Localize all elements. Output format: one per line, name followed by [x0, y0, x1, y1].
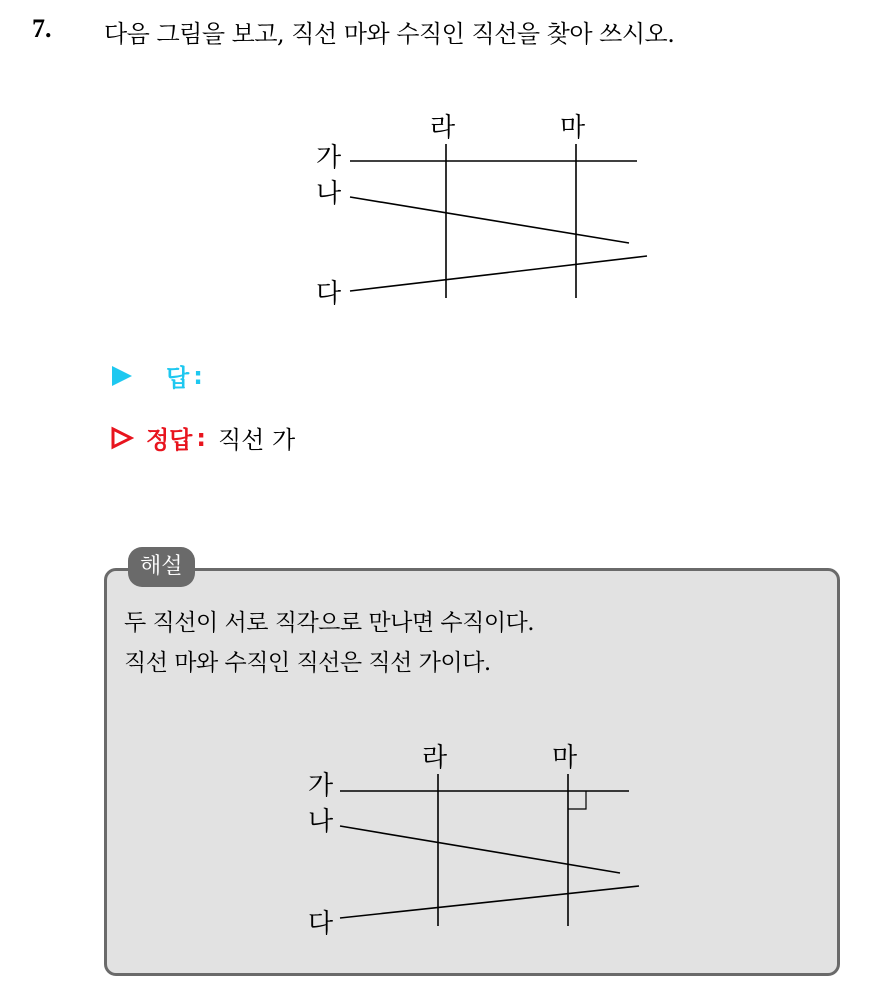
right-angle-mark [568, 791, 586, 809]
outline-triangle-icon [110, 426, 134, 450]
label-da: 다 [316, 279, 342, 309]
explanation-line-2: 직선 마와 수직인 직선은 직선 가이다. [124, 650, 491, 676]
correct-answer-label: 정답 [146, 426, 193, 454]
answer-row [110, 358, 203, 393]
question-figure [312, 110, 662, 310]
line-da [350, 256, 647, 291]
label-na: 나 [316, 179, 342, 209]
label-na: 나 [308, 807, 334, 837]
line-na [350, 197, 629, 243]
correct-answer-row [110, 420, 295, 455]
correct-answer-value: 직선 가 [217, 426, 296, 454]
explanation-line-1: 두 직선이 서로 직각으로 만나면 수직이다. [124, 610, 535, 636]
question-text: 다음 그림을 보고, 직선 마와 수직인 직선을 찾아 쓰시오. [104, 20, 675, 48]
line-na [340, 826, 620, 873]
correct-answer-colon: : [196, 423, 206, 452]
question-number: 7. [32, 14, 52, 43]
explanation-figure [304, 740, 654, 940]
label-ga: 가 [308, 771, 334, 801]
label-da: 다 [308, 909, 334, 939]
label-ga: 가 [316, 143, 342, 173]
explanation-tag: 해설 [128, 547, 195, 587]
label-ma: 마 [552, 743, 578, 773]
line-da [340, 886, 639, 918]
filled-triangle-icon [110, 364, 134, 388]
answer-label: 답 [166, 364, 190, 392]
label-ra: 라 [422, 743, 448, 773]
label-ra: 라 [430, 113, 456, 143]
label-ma: 마 [560, 113, 586, 143]
answer-colon: : [193, 361, 203, 390]
